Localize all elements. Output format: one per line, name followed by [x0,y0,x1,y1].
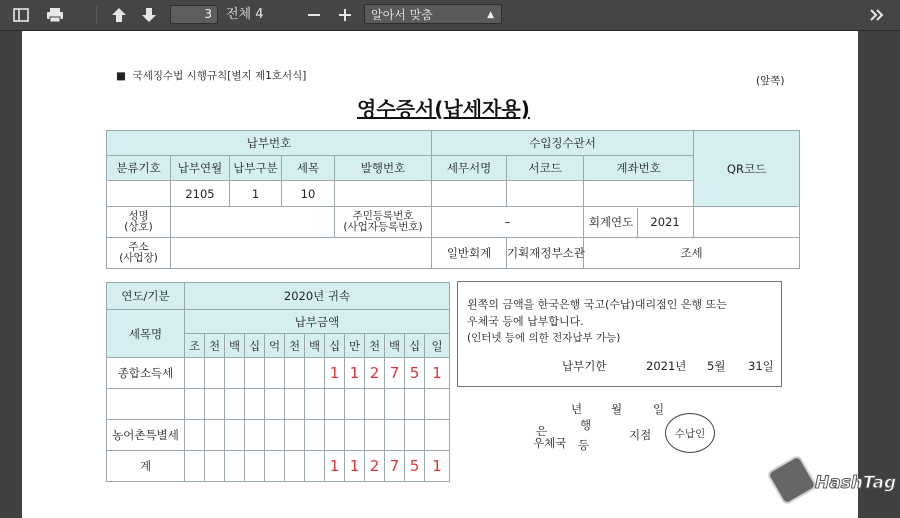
post-office-label-2: 등 [578,438,590,452]
digit-cell [385,420,405,451]
fiscal-year-blank [694,207,800,238]
digit-cell [385,389,405,420]
previous-page-icon[interactable] [108,5,130,25]
ministry: 기획재정부소관 [507,238,584,269]
document-title: 영수증서(납세자용) [357,97,530,121]
digit-cell: 1 [325,358,345,389]
digit-cell [245,389,265,420]
digit-cell [305,451,325,482]
digit-cell [345,389,365,420]
qr-code-cell: QR코드 [694,131,800,207]
resident-id-label: 주민등록번호 (사업자등록번호) [335,207,432,238]
value-tax-item: 10 [282,181,335,207]
row-tax-name: 종합소득세 [107,358,185,389]
digit-cell [205,420,225,451]
header-account-number: 계좌번호 [584,156,694,181]
digit-cell [225,389,245,420]
digit-cell: 7 [385,358,405,389]
header-payment-type: 납부구분 [230,156,282,181]
zoom-select[interactable] [364,4,502,24]
header-payment-month: 납부연월 [171,156,230,181]
digit-cell [305,389,325,420]
post-office-label-1: 우체국 [533,436,567,450]
collection-office-header: 수입징수관서 [432,131,694,156]
digit-cell [305,420,325,451]
due-date-label: 납부기한 [562,359,607,373]
digit-cell [285,420,305,451]
digit-cell: 2 [365,451,385,482]
digit-cell [265,420,285,451]
receipt-day: 일 [653,402,665,416]
notice-line-3: (인터넷 등에 의한 전자납부 가능) [467,332,621,344]
receipt-stamp [665,413,715,453]
receipt-year: 년 [571,402,583,416]
digit-cell: 1 [345,451,365,482]
value-payment-month: 2105 [171,181,230,207]
select-arrows-icon: ▲︎ [487,10,494,20]
print-icon[interactable] [44,5,66,25]
unit-cheon-2: 천 [285,334,305,358]
branch-label: 지점 [629,428,652,442]
header-classification-code: 분류기호 [107,156,171,181]
payment-notice-box [457,281,782,387]
page-side-label: (앞쪽) [756,75,785,87]
next-page-icon[interactable] [138,5,160,25]
digit-cell [245,420,265,451]
regulation-reference: ■ 국세징수법 시행규칙[별지 제1호서식] [116,70,307,82]
sidebar-toggle-icon[interactable] [10,5,32,25]
address-label: 주소 (사업장) [107,238,171,269]
year-period-label: 연도/기분 [107,283,185,310]
unit-sip-3: 십 [405,334,425,358]
digit-cell: 5 [405,358,425,389]
payment-amount-label: 납부금액 [185,310,450,334]
value-payment-type: 1 [230,181,282,207]
digit-cell [305,358,325,389]
name-label: 성명 (상호) [107,207,171,238]
row-tax-name [107,389,185,420]
unit-jo: 조 [185,334,205,358]
resident-id-value: – [432,207,584,238]
total-pages-label: 전체 4 [226,7,264,22]
digit-cell [425,420,450,451]
header-office-code: 서코드 [507,156,584,181]
row-tax-name: 계 [107,451,185,482]
table-row [107,358,450,389]
page-number-input[interactable]: 3 [170,5,218,24]
unit-eok: 억 [265,334,285,358]
value-account-number [584,181,694,207]
digit-cell [185,451,205,482]
unit-baek: 백 [225,334,245,358]
unit-sip: 십 [245,334,265,358]
document-page [22,31,897,518]
row-tax-name: 농어촌특별세 [107,420,185,451]
due-year: 2021년 [646,359,687,373]
due-month: 5월 [707,359,726,373]
digit-cell: 1 [425,451,450,482]
digit-cell [325,389,345,420]
tax-type: 조세 [584,238,800,269]
digit-cell [285,389,305,420]
digit-cell [345,420,365,451]
value-office-code [507,181,584,207]
digit-cell [365,420,385,451]
digit-cell [285,358,305,389]
digit-cell [205,389,225,420]
unit-cheon: 천 [205,334,225,358]
header-tax-office-name: 세무서명 [432,156,507,181]
digit-cell [185,358,205,389]
value-classification-code [107,181,171,207]
digit-cell: 5 [405,451,425,482]
digit-cell [405,389,425,420]
digit-cell [425,389,450,420]
digit-cell [285,451,305,482]
toolbar-separator [96,6,97,24]
due-day: 31일 [748,359,774,373]
table-row [107,451,450,482]
tax-item-name-label: 세목명 [107,310,185,358]
notice-line-2: 우체국 등에 납부합니다. [467,315,584,328]
digit-cell [205,358,225,389]
digit-cell [265,451,285,482]
zoom-out-icon[interactable] [303,5,325,25]
receipt-month: 월 [611,402,623,416]
unit-sip-2: 십 [325,334,345,358]
amount-table [106,282,450,482]
bank-label-1: 은 [536,424,548,438]
unit-baek-3: 백 [385,334,405,358]
payment-number-header: 납부번호 [107,131,432,156]
unit-il: 일 [425,334,450,358]
bank-label-2: 행 [580,418,592,432]
digit-cell [185,389,205,420]
zoom-select-value: 알아서 맞춤 [371,8,433,22]
payment-info-table [106,130,800,269]
zoom-in-icon[interactable] [334,5,356,25]
digit-cell: 1 [345,358,365,389]
header-issue-number: 발행번호 [335,156,432,181]
digit-cell: 1 [425,358,450,389]
digit-cell [265,389,285,420]
notice-line-1: 왼쪽의 금액을 한국은행 국고(수납)대리점인 은행 또는 [467,298,727,311]
receipt-stamp-label: 수납인 [674,427,706,440]
watermark-text: HashTag [815,473,897,493]
year-period-value: 2020년 귀속 [185,283,450,310]
digit-cell: 1 [325,451,345,482]
account-type: 일반회계 [432,238,507,269]
digit-cell [185,420,205,451]
unit-cheon-3: 천 [365,334,385,358]
table-row [107,420,450,451]
digit-cell: 2 [365,358,385,389]
digit-cell [225,420,245,451]
digit-cell [225,451,245,482]
value-tax-office-name [432,181,507,207]
pdf-toolbar [0,0,900,31]
digit-cell [205,451,225,482]
address-value [171,238,432,269]
digit-cell [325,420,345,451]
digit-cell [405,420,425,451]
digit-cell [245,358,265,389]
value-issue-number [335,181,432,207]
digit-cell [225,358,245,389]
digit-cell [265,358,285,389]
digit-cell [245,451,265,482]
name-value [171,207,335,238]
table-row [107,389,450,420]
digit-cell: 7 [385,451,405,482]
hashtag-logo-icon [766,454,818,506]
fiscal-year-cell: 회계연도 2021 [584,207,694,238]
header-tax-item: 세목 [282,156,335,181]
unit-baek-2: 백 [305,334,325,358]
unit-man: 만 [345,334,365,358]
tools-menu-icon[interactable] [866,5,888,25]
digit-cell [365,389,385,420]
